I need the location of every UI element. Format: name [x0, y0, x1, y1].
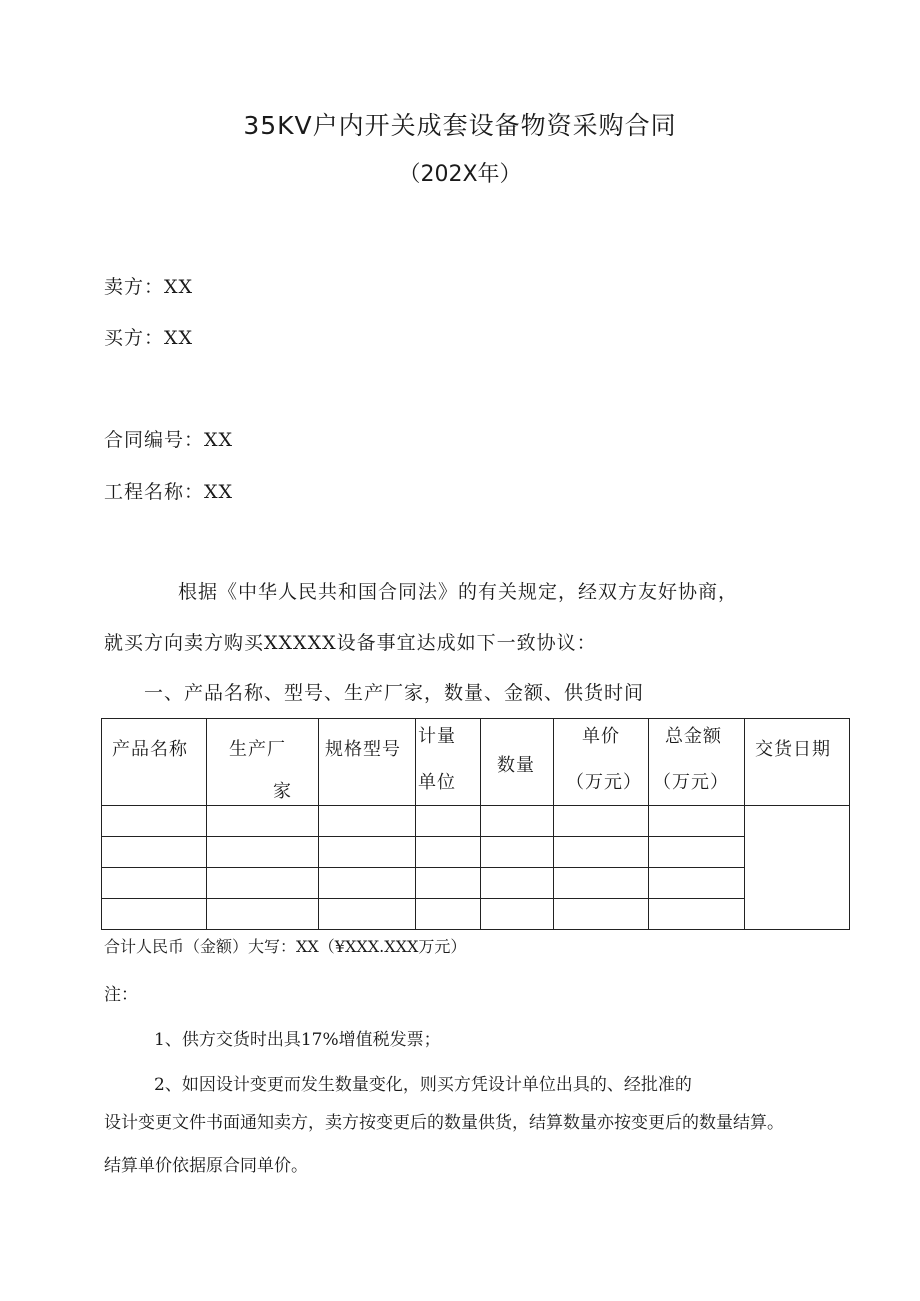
- table-cell: [416, 806, 481, 837]
- table-cell: [102, 806, 207, 837]
- note-2-line-1: 2、如因设计变更而发生数量变化，则买方凭设计单位出具的、经批准的: [154, 1075, 692, 1095]
- table-cell: [481, 806, 554, 837]
- items-table: [101, 718, 850, 930]
- table-cell: [481, 837, 554, 868]
- header-delivery-date: 交货日期: [745, 719, 850, 806]
- table-cell: [554, 868, 649, 899]
- delivery-date-cell: [745, 806, 850, 930]
- table-cell: [102, 837, 207, 868]
- table-cell: [554, 806, 649, 837]
- total-amount-line: 合计人民币（金额）大写：XX（¥XXX.XXX万元）: [104, 937, 467, 956]
- table-cell: [554, 899, 649, 930]
- table-cell: [207, 837, 319, 868]
- buyer-line: 买方：XX: [104, 327, 194, 349]
- table-cell: [207, 899, 319, 930]
- header-total-amount: 总金额 （万元）: [649, 719, 745, 806]
- section-1-heading: 一、产品名称、型号、生产厂家，数量、金额、供货时间: [144, 682, 645, 704]
- table-row: [102, 899, 850, 930]
- table-cell: [649, 806, 745, 837]
- note-label: 注：: [104, 985, 138, 1005]
- project-name-line: 工程名称：XX: [104, 481, 234, 503]
- table-cell: [207, 806, 319, 837]
- contract-number-line: 合同编号：XX: [104, 429, 234, 451]
- table-cell: [649, 899, 745, 930]
- header-quantity: 数量: [481, 719, 554, 806]
- intro-line-2: 就买方向卖方购买XXXXX设备事宜达成如下一致协议：: [104, 632, 597, 654]
- table-cell: [319, 899, 416, 930]
- table-cell: [481, 899, 554, 930]
- table-cell: [102, 899, 207, 930]
- table-header-row: [102, 719, 850, 806]
- header-spec: 规格型号: [319, 719, 416, 806]
- header-unit: 计量 单位: [416, 719, 481, 806]
- note-2-line-3: 结算单价依据原合同单价。: [104, 1156, 308, 1176]
- header-unit-price: 单价 （万元）: [554, 719, 649, 806]
- table-cell: [554, 837, 649, 868]
- header-product-name: 产品名称: [102, 719, 207, 806]
- header-manufacturer: 生产厂 家: [207, 719, 319, 806]
- table-cell: [416, 868, 481, 899]
- table-cell: [416, 899, 481, 930]
- table-row: [102, 837, 850, 868]
- document-subtitle: （202X年）: [398, 162, 522, 187]
- table-cell: [207, 868, 319, 899]
- table-cell: [649, 837, 745, 868]
- table-cell: [319, 806, 416, 837]
- table-cell: [319, 837, 416, 868]
- intro-line-1: 根据《中华人民共和国合同法》的有关规定，经双方友好协商，: [178, 581, 739, 603]
- table-cell: [649, 868, 745, 899]
- table-cell: [102, 868, 207, 899]
- table-cell: [481, 868, 554, 899]
- seller-line: 卖方：XX: [104, 276, 194, 298]
- note-1: 1、供方交货时出具17%增值税发票；: [154, 1030, 441, 1050]
- table-cell: [416, 837, 481, 868]
- document-title: 35KV户内开关成套设备物资采购合同: [243, 111, 677, 140]
- table-row: [102, 806, 850, 837]
- table-cell: [319, 868, 416, 899]
- note-2-line-2: 设计变更文件书面通知卖方，卖方按变更后的数量供货，结算数量亦按变更后的数量结算。: [104, 1113, 784, 1133]
- table-row: [102, 868, 850, 899]
